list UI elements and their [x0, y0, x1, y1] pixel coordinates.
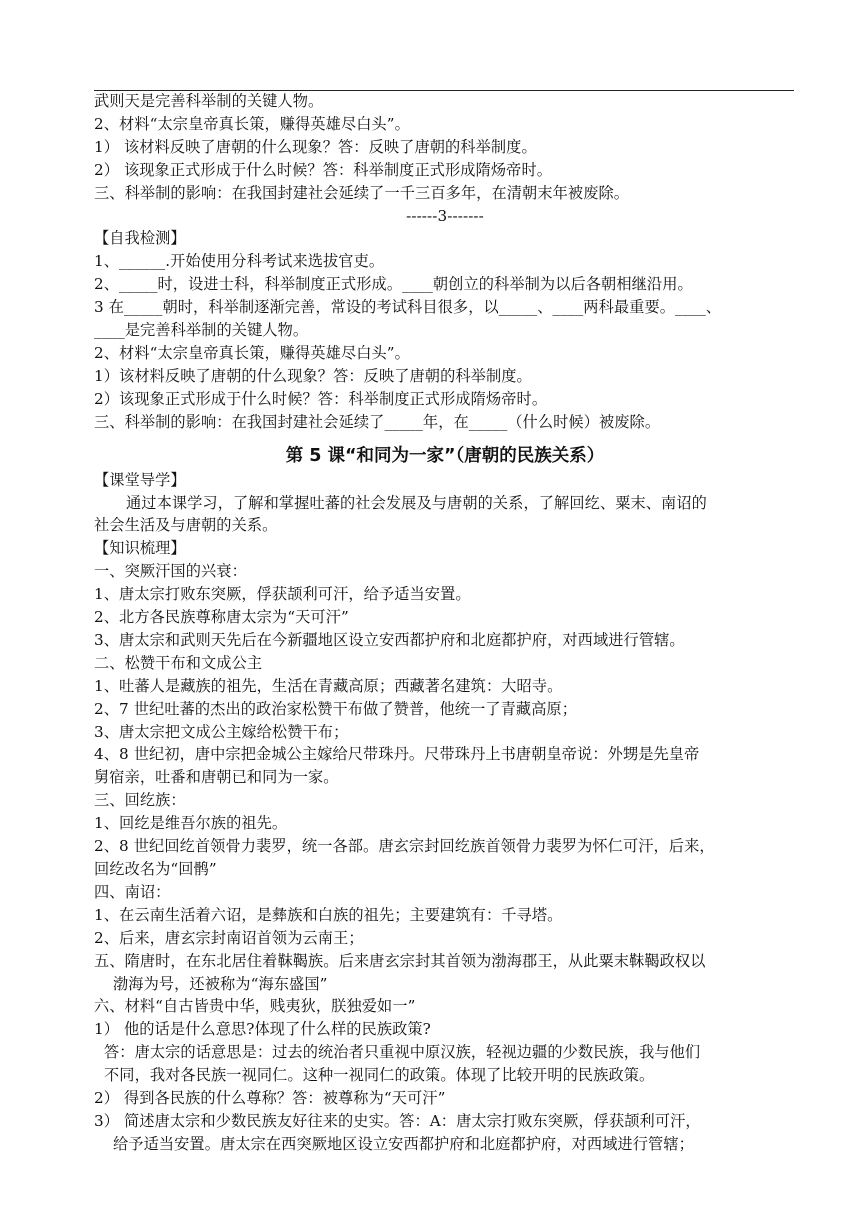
section-heading: 【自我检测】: [94, 229, 186, 248]
text-line: 1、吐蕃人是藏族的祖先，生活在青藏高原；西藏著名建筑：大昭寺。: [94, 676, 563, 695]
answer-text: 答：唐太宗的话意思是：过去的统治者只重视中原汉族，轻视边疆的少数民族，我与他们: [104, 1043, 701, 1062]
guide-text: 社会生活及与唐朝的关系。: [94, 516, 278, 535]
text-line: 3、唐太宗和武则天先后在今新疆地区设立安西都护府和北庭都护府，对西域进行管辖。: [94, 630, 685, 649]
text-line: 1、______.开始使用分科考试来选拔官吏。: [94, 252, 385, 271]
text-line: 五、隋唐时，在东北居住着靺鞨族。后来唐玄宗封其首领为渤海郡王，从此粟末靺鞨政权以: [94, 951, 706, 970]
text-line: 3 在_____朝时，科举制逐渐完善，常设的考试科目很多，以_____、____两科最重要。____、: [94, 298, 722, 317]
text-line: 2、材料“太宗皇帝真长策，赚得英雄尽白头”。: [94, 114, 410, 133]
text-line: 2） 该现象正式形成于什么时候？答：科举制度正式形成隋炀帝时。: [94, 160, 553, 179]
text-line: 2、_____时，设进士科，科举制度正式形成。____朝创立的科举制为以后各朝相继沿用。: [94, 275, 693, 294]
text-line: 1、在云南生活着六诏，是彝族和白族的祖先；主要建筑有：千寻塔。: [94, 905, 563, 924]
text-line: 2、8 世纪回纥首领骨力裴罗，统一各部。唐玄宗封回纥族首领骨力裴罗为怀仁可汗，后来，: [94, 837, 715, 856]
text-line: 2、7 世纪吐蕃的杰出的政治家松赞干布做了赞普，他统一了青藏高原；: [94, 699, 578, 718]
text-line: ____是完善科举制的关键人物。: [94, 321, 309, 340]
text-line: 二、松赞干布和文成公主: [94, 653, 263, 672]
text-line: 三、科举制的影响：在我国封建社会延续了一千三百多年，在清朝末年被废除。: [94, 183, 630, 202]
text-line: 4、8 世纪初，唐中宗把金城公主嫁给尺带珠丹。尺带珠丹上书唐朝皇帝说：外甥是先皇帝: [94, 745, 700, 764]
text-line: 回纥改名为“回鹘”: [94, 860, 217, 878]
text-line: 2、北方各民族尊称唐太宗为“天可汗”: [94, 608, 349, 627]
text-line: 四、南诏：: [94, 882, 171, 901]
text-line: 1、回纥是维吾尔族的祖先。: [94, 814, 288, 833]
section-heading: 【知识梳理】: [94, 539, 186, 558]
answer-text: 给予适当安置。唐太宗在西突厥地区设立安西都护府和北庭都护府，对西域进行管辖；: [113, 1134, 694, 1153]
text-line: 2、后来，唐玄宗封南诏首领为云南王；: [94, 928, 364, 947]
text-line: 1） 他的话是什么意思?体现了什么样的民族政策?: [94, 1020, 431, 1039]
text-line: 3、唐太宗把文成公主嫁给松赞干布；: [94, 722, 349, 741]
document-body: [94, 90, 796, 1156]
text-line: 武则天是完善科举制的关键人物。: [94, 92, 324, 110]
text-line: 1、唐太宗打败东突厥，俘获颉利可汗，给予适当安置。: [94, 585, 471, 604]
lesson-title: 第 5 课“和同为一家”（唐朝的民族关系）: [285, 445, 605, 466]
text-line: 三、科举制的影响：在我国封建社会延续了_____年，在_____（什么时候）被废除。: [94, 412, 661, 431]
text-line: 舅宿亲，吐番和唐朝已和同为一家。: [94, 768, 339, 787]
text-line: 一、突厥汗国的兴衰：: [94, 562, 247, 581]
section-heading: 【课堂导学】: [94, 470, 186, 489]
text-line: 六、材料“自古皆贵中华，贱夷狄，朕独爱如一”: [94, 997, 416, 1016]
guide-text: 通过本课学习，了解和掌握吐蕃的社会发展及与唐朝的关系，了解回纥、粟末、南诏的: [126, 493, 707, 512]
text-line: 1）该材料反映了唐朝的什么现象？答：反映了唐朝的科举制度。: [94, 366, 532, 385]
text-line: 三、回纥族：: [94, 791, 186, 810]
page-marker: ------3-------: [406, 206, 484, 225]
text-line: 渤海为号，还被称为“海东盛国”: [113, 974, 328, 993]
text-line: 2） 得到各民族的什么尊称？答：被尊称为“天可汗”: [94, 1089, 446, 1108]
text-line: 2、材料“太宗皇帝真长策，赚得英雄尽白头”。: [94, 343, 410, 362]
text-line: 3） 简述唐太宗和少数民族友好往来的史实。答：A：唐太宗打败东突厥，俘获颉利可汗，: [94, 1111, 701, 1130]
text-line: 2）该现象正式形成于什么时候？答：科举制度正式形成隋炀帝时。: [94, 389, 548, 408]
answer-text: 不同，我对各民族一视同仁。这种一视同仁的政策。体现了比较开明的民族政策。: [104, 1066, 655, 1085]
text-line: 1） 该材料反映了唐朝的什么现象？答：反映了唐朝的科举制度。: [94, 137, 537, 156]
